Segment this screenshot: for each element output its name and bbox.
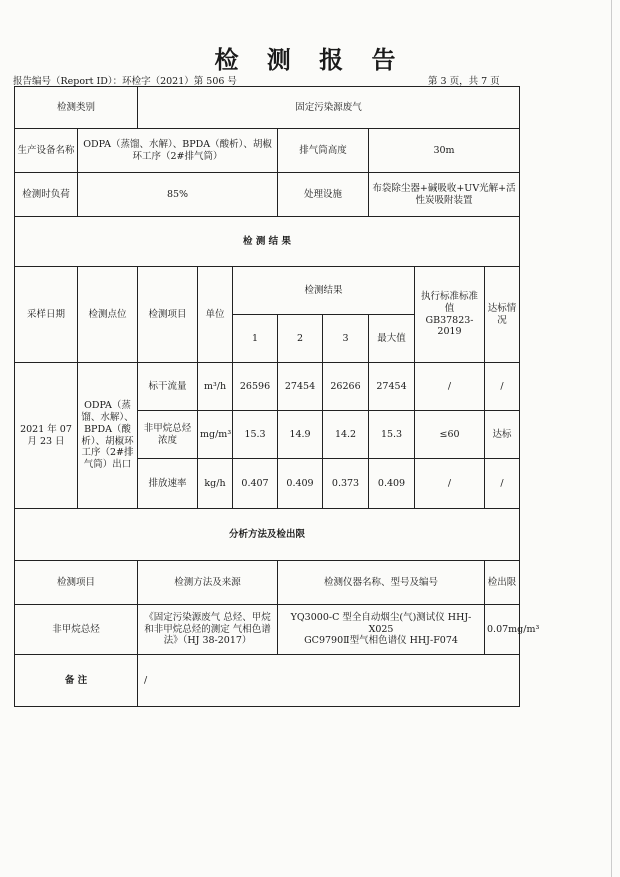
mhdr-item: 检测项目 bbox=[15, 561, 138, 605]
method-source: 《固定污染源废气 总烃、甲烷和非甲烷总烃的测定 气相色谱法》（HJ 38-2017） bbox=[138, 605, 278, 655]
hdr-point: 检测点位 bbox=[78, 267, 138, 363]
table-row bbox=[15, 605, 520, 655]
category-label: 检测类别 bbox=[15, 87, 138, 129]
row-item: 排放速率 bbox=[138, 459, 198, 509]
hdr-r3: 3 bbox=[323, 315, 369, 363]
mhdr-method: 检测方法及来源 bbox=[138, 561, 278, 605]
results-section-title: 检 测 结 果 bbox=[15, 217, 520, 267]
hdr-max: 最大值 bbox=[369, 315, 415, 363]
page-title: 检 测 报 告 bbox=[214, 46, 406, 74]
category-value: 固定污染源废气 bbox=[138, 87, 520, 129]
equipment-value: ODPA（蒸馏、水解）、BPDA（酸析）、胡椒环工序（2#排气筒） bbox=[78, 129, 278, 173]
row-v1: 0.407 bbox=[233, 459, 278, 509]
row-v3: 0.373 bbox=[323, 459, 369, 509]
hdr-std-code: GB37823-2019 bbox=[425, 314, 474, 338]
row-v1: 26596 bbox=[233, 363, 278, 411]
remarks-value: / bbox=[138, 655, 520, 707]
row-v3: 14.2 bbox=[323, 411, 369, 459]
row-v2: 27454 bbox=[278, 363, 323, 411]
row-std: ≤60 bbox=[415, 411, 485, 459]
hdr-date: 采样日期 bbox=[15, 267, 78, 363]
treatment-value: 布袋除尘器+碱吸收+UV光解+活性炭吸附装置 bbox=[369, 173, 520, 217]
page-edge bbox=[611, 0, 612, 877]
row-ok: / bbox=[485, 459, 520, 509]
row-ok: 达标 bbox=[485, 411, 520, 459]
mhdr-limit: 检出限 bbox=[485, 561, 520, 605]
sample-point: ODPA（蒸馏、水解）、BPDA（酸析）、胡椒环工序（2#排气筒）出口 bbox=[78, 363, 138, 509]
load-label: 检测时负荷 bbox=[15, 173, 78, 217]
row-ok: / bbox=[485, 363, 520, 411]
page-info: 第 3 页，共 7 页 bbox=[428, 76, 500, 87]
hdr-ok: 达标情况 bbox=[485, 267, 520, 363]
row-max: 0.409 bbox=[369, 459, 415, 509]
instrument-1: YQ3000-C 型全自动烟尘(气)测试仪 HHJ-X025 bbox=[290, 611, 472, 635]
hdr-r2: 2 bbox=[278, 315, 323, 363]
row-std: / bbox=[415, 459, 485, 509]
row-max: 15.3 bbox=[369, 411, 415, 459]
equipment-label: 生产设备名称 bbox=[15, 129, 78, 173]
row-item: 非甲烷总烃浓度 bbox=[138, 411, 198, 459]
hdr-item: 检测项目 bbox=[138, 267, 198, 363]
row-max: 27454 bbox=[369, 363, 415, 411]
row-unit: m³/h bbox=[198, 363, 233, 411]
method-item: 非甲烷总烃 bbox=[15, 605, 138, 655]
table-row bbox=[15, 363, 520, 411]
load-value: 85% bbox=[78, 173, 278, 217]
methods-section-title: 分析方法及检出限 bbox=[15, 509, 520, 561]
row-std: / bbox=[415, 363, 485, 411]
stack-height-value: 30m bbox=[369, 129, 520, 173]
method-limit: 0.07mg/m³ bbox=[485, 605, 520, 655]
row-unit: mg/m³ bbox=[198, 411, 233, 459]
remarks-label: 备 注 bbox=[15, 655, 138, 707]
row-unit: kg/h bbox=[198, 459, 233, 509]
sample-date: 2021 年 07 月 23 日 bbox=[15, 363, 78, 509]
treatment-label: 处理设施 bbox=[278, 173, 369, 217]
method-instrument bbox=[278, 605, 485, 655]
row-item: 标干流量 bbox=[138, 363, 198, 411]
hdr-r1: 1 bbox=[233, 315, 278, 363]
row-v1: 15.3 bbox=[233, 411, 278, 459]
report-id: 报告编号（Report ID）：环检字（2021）第 506 号 bbox=[13, 76, 237, 87]
report-table bbox=[14, 86, 540, 707]
row-v2: 14.9 bbox=[278, 411, 323, 459]
instrument-2: GC9790Ⅱ型气相色谱仪 HHJ-F074 bbox=[304, 635, 458, 647]
hdr-unit: 单位 bbox=[198, 267, 233, 363]
stack-height-label: 排气筒高度 bbox=[278, 129, 369, 173]
hdr-std bbox=[415, 267, 485, 363]
hdr-results: 检测结果 bbox=[233, 267, 415, 315]
row-v3: 26266 bbox=[323, 363, 369, 411]
mhdr-instrument: 检测仪器名称、型号及编号 bbox=[278, 561, 485, 605]
row-v2: 0.409 bbox=[278, 459, 323, 509]
hdr-std-label: 执行标准标准值 bbox=[421, 290, 479, 314]
